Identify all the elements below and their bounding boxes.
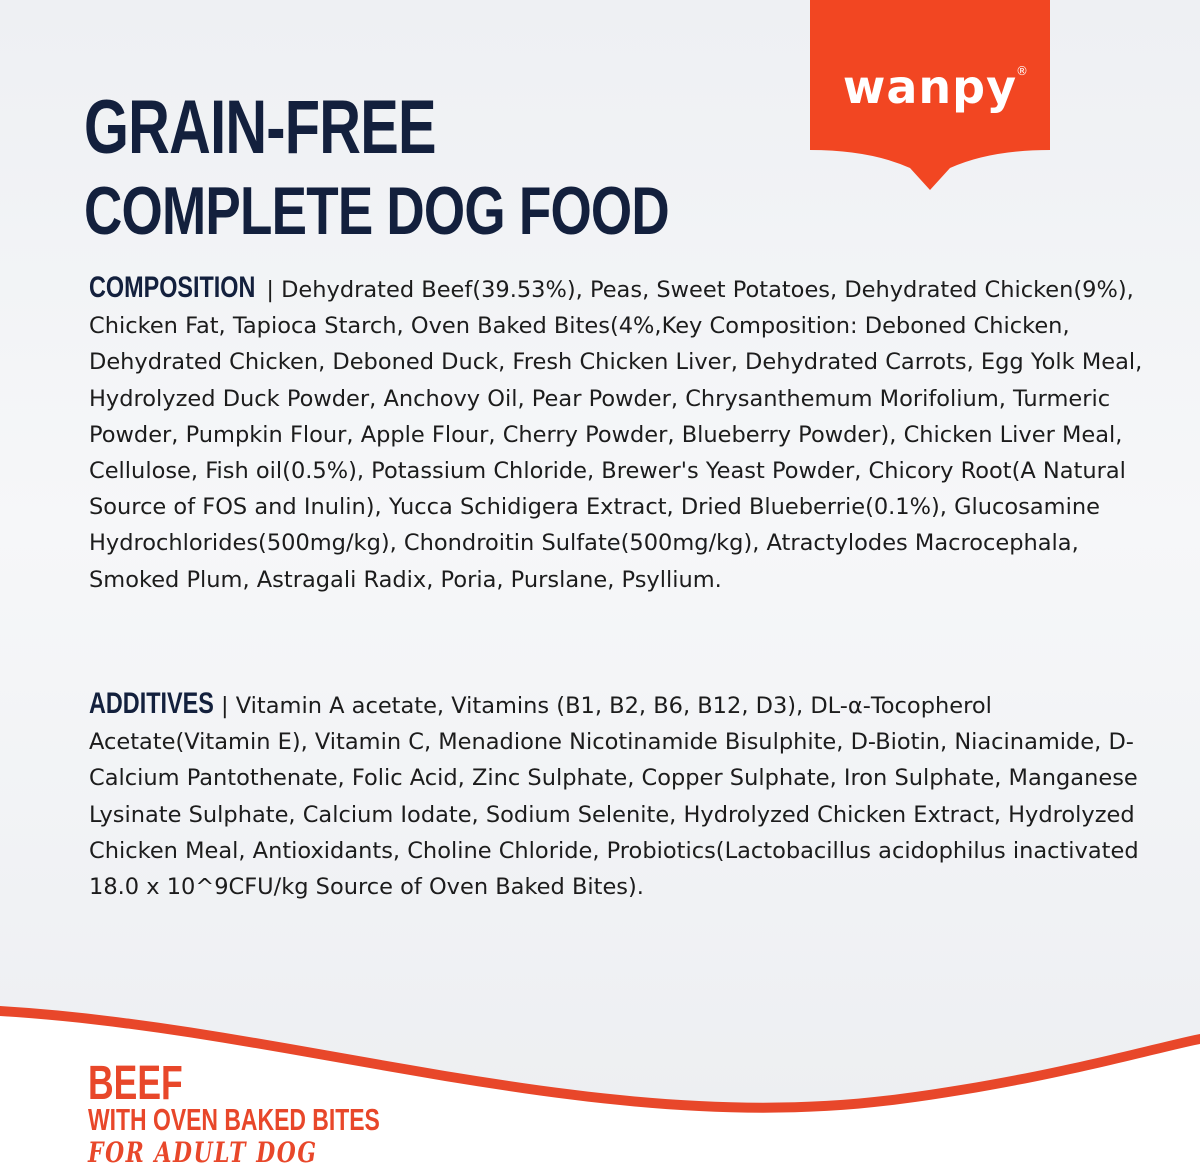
- brand-logo-banner: [810, 0, 1050, 192]
- composition-separator: |: [266, 277, 274, 303]
- composition-paragraph: [89, 270, 1149, 598]
- additives-label: ADDITIVES: [89, 687, 214, 720]
- page-title-line-2: COMPLETE DOG FOOD: [84, 173, 669, 249]
- target-audience: FOR ADULT DOG: [88, 1136, 318, 1169]
- brand-logo-text: wanpy: [842, 60, 1018, 114]
- composition-text: Dehydrated Beef(39.53%), Peas, Sweet Potatoes, Dehydrated Chicken(9%), Chicken Fat, Tapioca Starch, Oven Baked Bites(4%,Key Composition: Deboned Chicken, Dehydrated Chicken, Deboned Duck, Fresh Chicken Liver, Dehydrated Carrots, Egg Yolk Meal, Hydrolyzed Duck Powder, Anchovy Oil, Pear Powder, Chrysanthemum Morifolium, Turmeric Powder, Pumpkin Flour, Apple Flour, Cherry Powder, Blueberry Powder), Chicken Liver Meal, Cellulose, Fish oil(0.5%), Potassium Chloride, Brewer's Yeast Powder, Chicory Root(A Natural Source of FOS and Inulin), Yucca Schidigera Extract, Dried Blueberrie(0.1%), Glucosamine Hydrochlorides(500mg/kg), Chondroitin Sulfate(500mg/kg), Atractylodes Macrocephala, Smoked Plum, Astragali Radix, Poria, Purslane, Psyllium.: [89, 277, 1143, 593]
- additives-text: Vitamin A acetate, Vitamins (B1, B2, B6, B12, D3), DL-α-Tocopherol Acetate(Vitamin E), Vitamin C, Menadione Nicotinamide Bisulphite, D-Biotin, Niacinamide, D-Calcium Pantothenate, Folic Acid, Zinc Sulphate, Copper Sulphate, Iron Sulphate, Manganese Lysinate Sulphate, Calcium Iodate, Sodium Selenite, Hydrolyzed Chicken Extract, Hydrolyzed Chicken Meal, Antioxidants, Choline Chloride, Probiotics(Lactobacillus acidophilus inactivated 18.0 x 10^9CFU/kg Source of Oven Baked Bites).: [89, 693, 1139, 901]
- additives-separator: |: [221, 693, 229, 719]
- registered-mark: ®: [1016, 64, 1028, 78]
- additives-paragraph: [89, 686, 1149, 905]
- flavor-title: BEEF: [88, 1057, 183, 1110]
- composition-label: COMPOSITION: [89, 271, 256, 304]
- flavor-subtitle: WITH OVEN BAKED BITES: [88, 1102, 380, 1137]
- page-title-line-1: GRAIN-FREE: [84, 85, 436, 170]
